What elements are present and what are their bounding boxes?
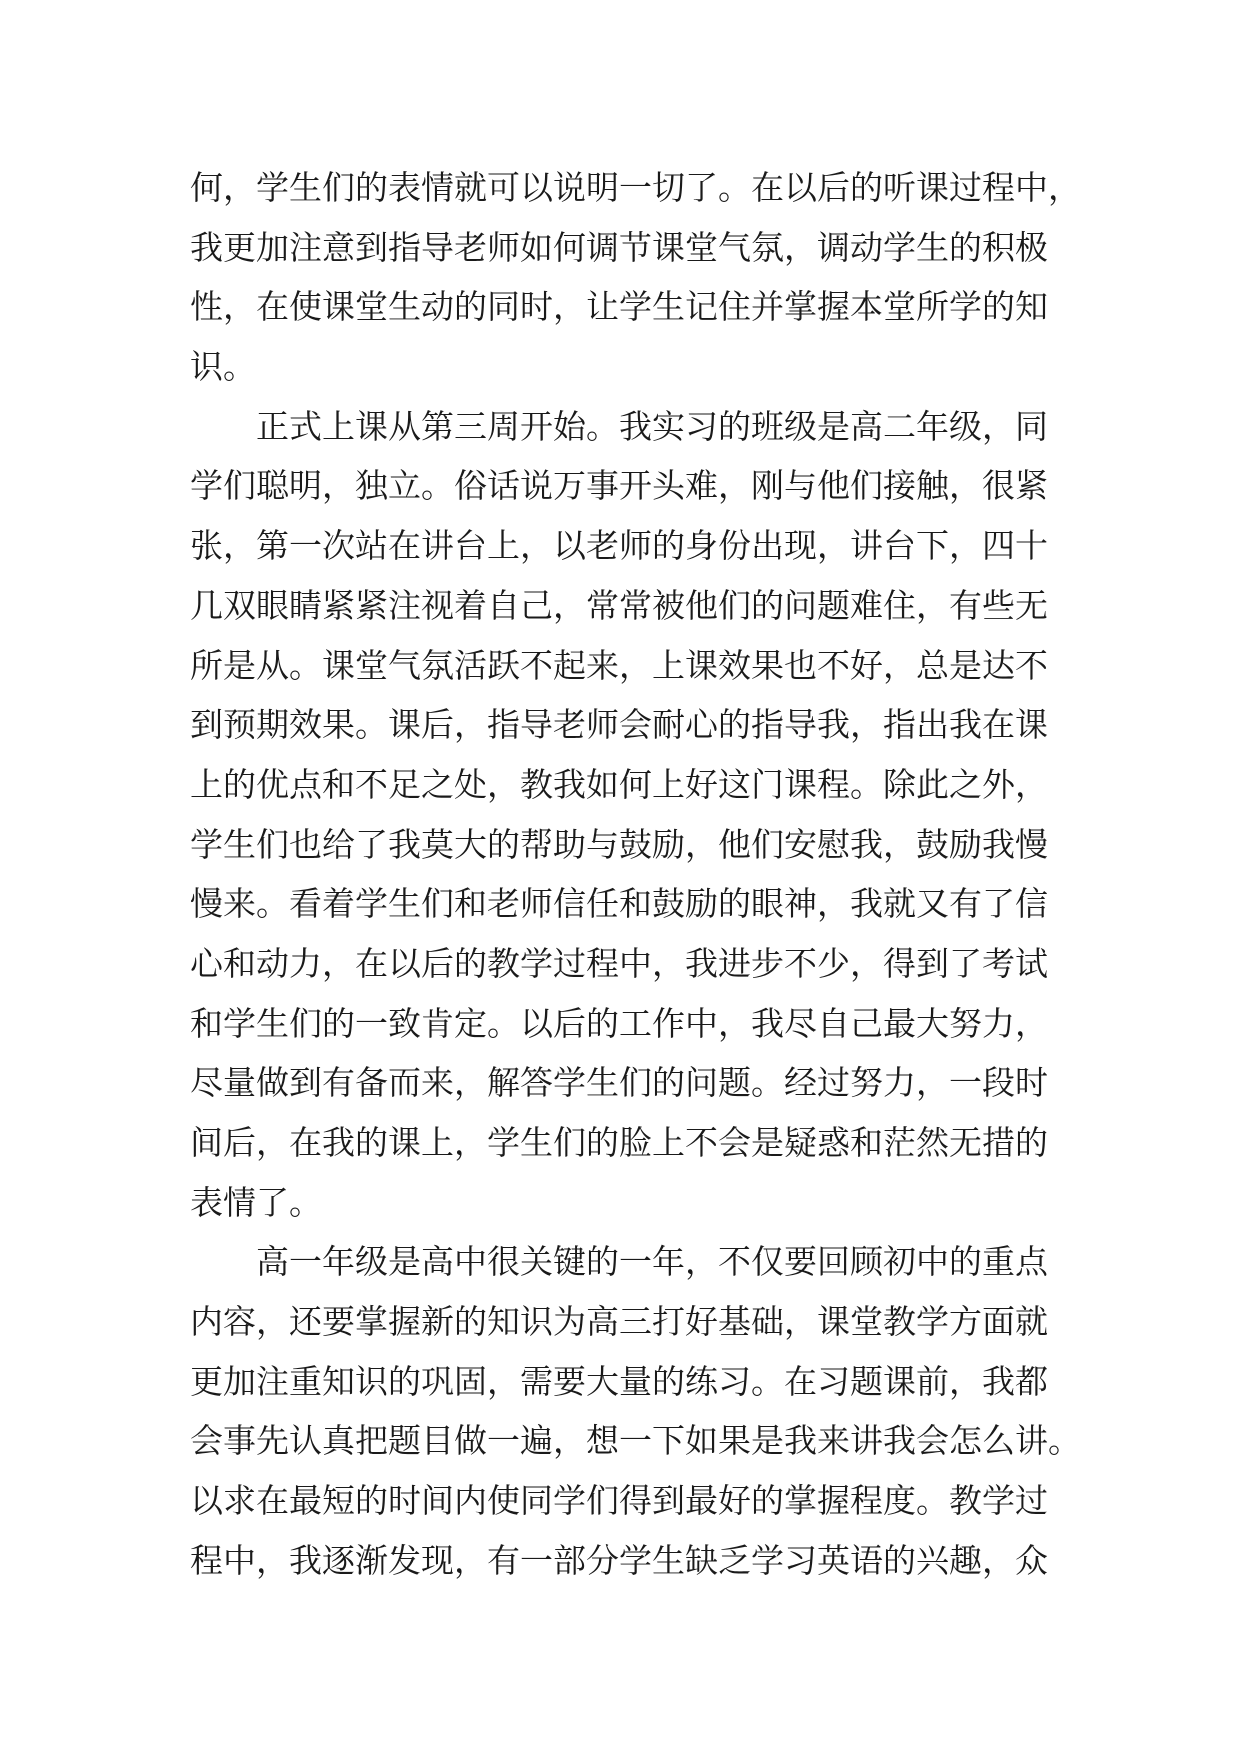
text-line: 以求在最短的时间内使同学们得到最好的掌握程度。教学过 [190,1481,1048,1521]
text-line: 性，在使课堂生动的同时，让学生记住并掌握本堂所学的知 [190,287,1048,327]
text-line: 学们聪明，独立。俗话说万事开头难，刚与他们接触，很紧 [190,466,1048,506]
text-line: 更加注重知识的巩固，需要大量的练习。在习题课前，我都 [190,1361,1048,1401]
paragraph-first-line: 高一年级是高中很关键的一年，不仅要回顾初中的重点 [256,1242,1048,1282]
text-line: 和学生们的一致肯定。以后的工作中，我尽自己最大努力， [190,1003,1048,1043]
text-line: 张，第一次站在讲台上，以老师的身份出现，讲台下，四十 [190,526,1048,566]
text-line: 心和动力，在以后的教学过程中，我进步不少，得到了考试 [190,943,1048,983]
text-line: 学生们也给了我莫大的帮助与鼓励，他们安慰我，鼓励我慢 [190,824,1048,864]
text-line: 尽量做到有备而来，解答学生们的问题。经过努力，一段时 [190,1063,1048,1103]
text-line: 程中，我逐渐发现，有一部分学生缺乏学习英语的兴趣，众 [190,1540,1048,1580]
text-line: 上的优点和不足之处，教我如何上好这门课程。除此之外， [190,764,1048,804]
text-line: 表情了。 [190,1182,322,1222]
text-line: 识。 [190,347,256,387]
text-line: 会事先认真把题目做一遍，想一下如果是我来讲我会怎么讲。 [190,1421,1081,1461]
text-line: 到预期效果。课后，指导老师会耐心的指导我，指出我在课 [190,705,1048,745]
text-line: 内容，还要掌握新的知识为高三打好基础，课堂教学方面就 [190,1302,1048,1342]
text-line: 几双眼睛紧紧注视着自己，常常被他们的问题难住，有些无 [190,585,1048,625]
paragraph-first-line: 正式上课从第三周开始。我实习的班级是高二年级，同 [256,406,1048,446]
text-line: 所是从。课堂气氛活跃不起来，上课效果也不好，总是达不 [190,645,1048,685]
text-line: 我更加注意到指导老师如何调节课堂气氛，调动学生的积极 [190,227,1048,267]
text-line: 何，学生们的表情就可以说明一切了。在以后的听课过程中， [190,168,1081,207]
text-line: 间后，在我的课上，学生们的脸上不会是疑惑和茫然无措的 [190,1123,1048,1162]
text-line: 慢来。看着学生们和老师信任和鼓励的眼神，我就又有了信 [190,884,1048,924]
body-text [190,158,1081,1591]
